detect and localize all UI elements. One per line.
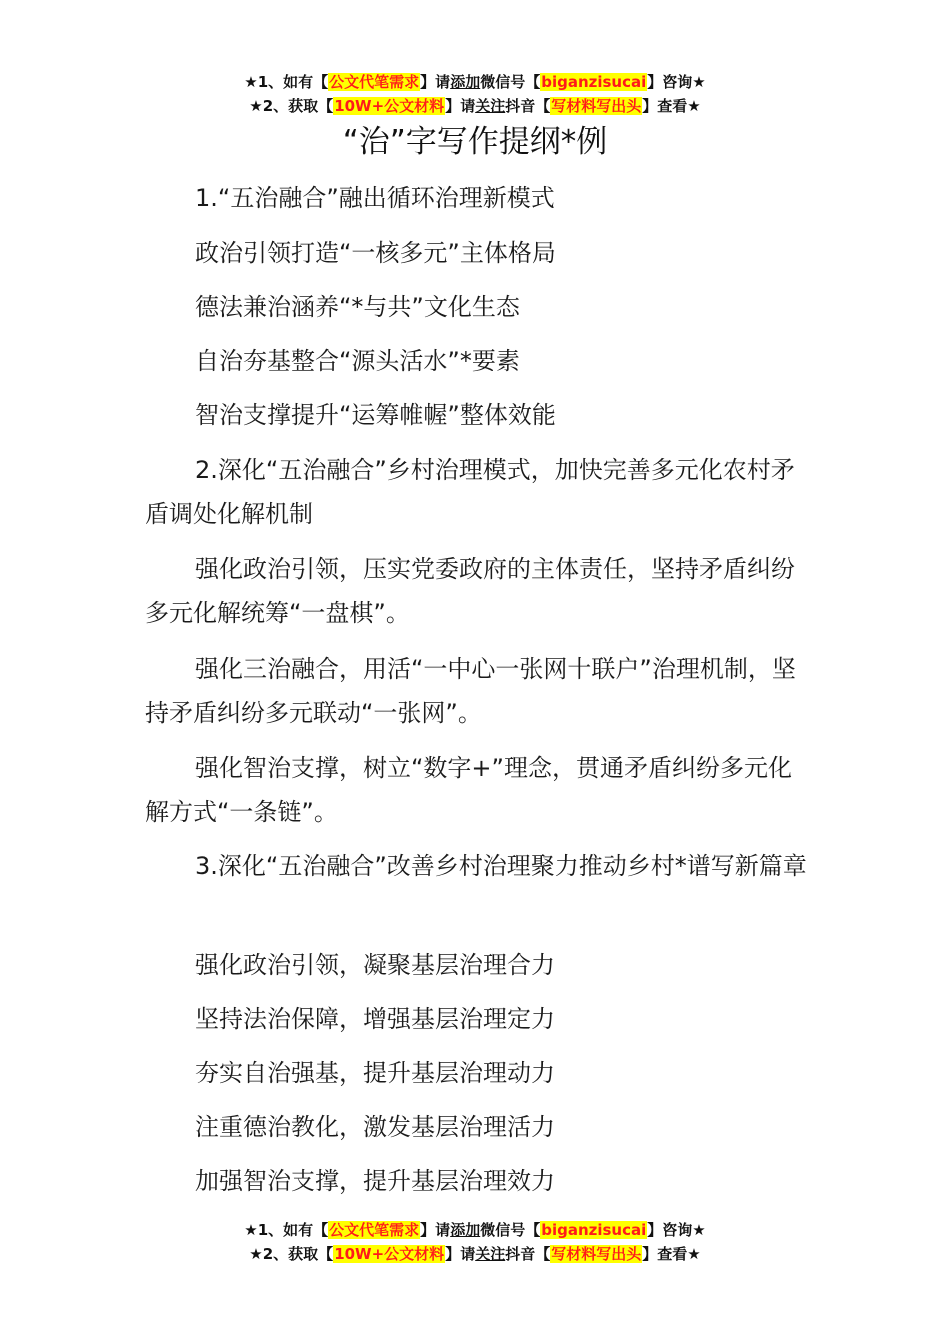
- banner-emphasis: 添加: [450, 73, 481, 91]
- banner-emphasis: 关注: [475, 97, 506, 115]
- banner-text: 】查看★: [642, 1245, 701, 1263]
- banner-emphasis: 添加: [450, 1221, 481, 1239]
- paragraph: 智治支撑提升“运筹帷幄”整体效能: [195, 401, 556, 429]
- banner-text: 抖音【: [505, 97, 551, 115]
- paragraph: 加强智治支撑，提升基层治理效力: [195, 1167, 555, 1195]
- bottom-banner: [0, 1218, 950, 1266]
- banner-text: ★2、获取【: [249, 97, 334, 115]
- banner-text: ★2、获取【: [249, 1245, 334, 1263]
- banner-text: 】请: [420, 1221, 451, 1239]
- paragraph: 强化三治融合，用活“一中心一张网十联户”治理机制，坚持矛盾纠纷多元联动“一张网”。: [145, 655, 796, 727]
- banner-emphasis: 关注: [475, 1245, 506, 1263]
- banner-text: 】查看★: [642, 97, 701, 115]
- banner-text: 】请: [420, 73, 451, 91]
- banner-line-2: [0, 94, 950, 118]
- banner-text: 微信号【: [480, 1221, 541, 1239]
- paragraph: 注重德治教化，激发基层治理活力: [195, 1113, 555, 1141]
- banner-text: 抖音【: [505, 1245, 551, 1263]
- document-title: “治”字写作提纲*例: [342, 124, 608, 160]
- highlight-materials: 10W+公文材料: [334, 1245, 445, 1263]
- banner-text: ★1、如有【: [244, 1221, 329, 1239]
- banner-text: 】咨询★: [647, 73, 706, 91]
- heading-1: 1.“五治融合”融出循环治理新模式: [195, 184, 555, 212]
- highlight-douyin: 写材料写出头: [551, 1245, 642, 1263]
- highlight-wechat-id: biganzisucai: [541, 73, 647, 91]
- highlight-service: 公文代笔需求: [329, 73, 420, 91]
- paragraph: 夯实自治强基，提升基层治理动力: [195, 1059, 555, 1087]
- heading-3: 3.深化“五治融合”改善乡村治理聚力推动乡村*谱写新篇章: [195, 852, 807, 880]
- paragraph: 德法兼治涵养“*与共”文化生态: [195, 293, 520, 321]
- banner-text: 微信号【: [480, 73, 541, 91]
- banner-text: ★1、如有【: [244, 73, 329, 91]
- paragraph: 政治引领打造“一核多元”主体格局: [195, 239, 556, 267]
- heading-2: 2.深化“五治融合”乡村治理模式，加快完善多元化农村矛盾调处化解机制: [145, 456, 795, 528]
- highlight-wechat-id: biganzisucai: [541, 1221, 647, 1239]
- banner-text: 】请: [445, 1245, 476, 1263]
- top-banner: [0, 70, 950, 118]
- highlight-service: 公文代笔需求: [329, 1221, 420, 1239]
- paragraph: 强化政治引领，压实党委政府的主体责任，坚持矛盾纠纷多元化解统筹“一盘棋”。: [145, 555, 795, 627]
- banner-text: 】咨询★: [647, 1221, 706, 1239]
- banner-line-1: [0, 70, 950, 94]
- paragraph: 强化政治引领，凝聚基层治理合力: [195, 951, 555, 979]
- paragraph: 强化智治支撑，树立“数字+”理念，贯通矛盾纠纷多元化解方式“一条链”。: [145, 754, 792, 826]
- banner-line-2: [0, 1242, 950, 1266]
- paragraph: 自治夯基整合“源头活水”*要素: [195, 347, 520, 375]
- highlight-douyin: 写材料写出头: [551, 97, 642, 115]
- banner-line-1: [0, 1218, 950, 1242]
- banner-text: 】请: [445, 97, 476, 115]
- highlight-materials: 10W+公文材料: [334, 97, 445, 115]
- paragraph: 坚持法治保障，增强基层治理定力: [195, 1005, 555, 1033]
